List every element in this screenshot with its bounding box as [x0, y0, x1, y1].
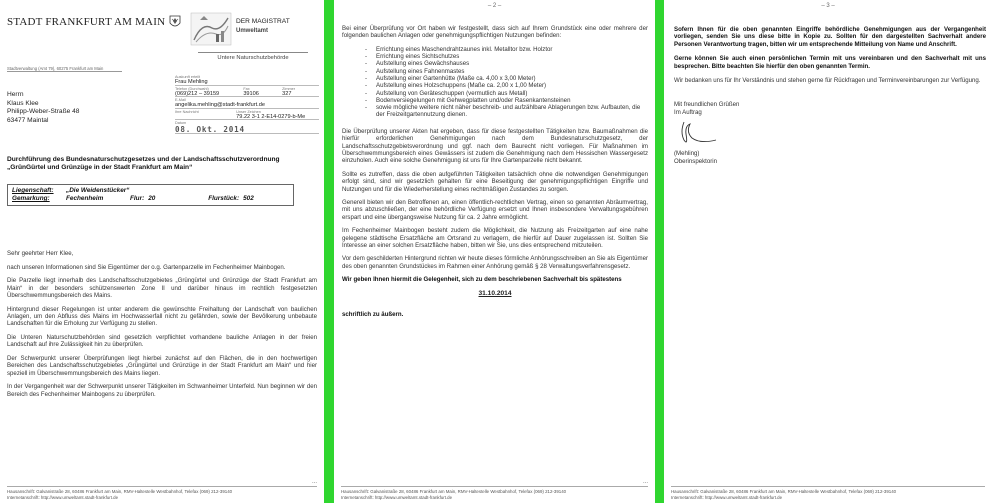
footer-website: Internetanschrift: http://www.umweltamt.stadt-frankfurt.de: [341, 494, 453, 500]
letter-subject: Durchführung des Bundesnaturschutzgesetzes und der Landschaftsschutzverordnung „GrünGürtel und Grünzüge in der Stadt Frankfurt am Main“: [7, 156, 280, 171]
fax-number: 39106: [243, 90, 259, 97]
paragraph: Hintergrund dieser Regelungen ist unter anderem die gewünschte Freihaltung der Landschaft von baulichen Anlagen, um den Abfluss des Mains im Hochwasserfall nicht zu gefährden, sowie der Bevölkerung unbebaute Landschaften für die Erholung zur Verfügung zu stellen.: [7, 305, 317, 328]
list-item: - Errichtung eines Sichtschutzes: [365, 53, 648, 60]
paragraph: Wir bedanken uns für Ihr Verständnis und stehen gerne für Rückfragen und Terminvereinbarungen zur Verfügung.: [674, 77, 981, 85]
info-label: Auskunft erteilt: [175, 75, 201, 79]
signer-title: Oberinspektorin: [674, 157, 718, 165]
property-box: [7, 184, 294, 206]
list-item: - Aufstellung eines Gewächshauses: [365, 60, 648, 67]
signature-icon: [676, 118, 722, 150]
page-footer: [671, 486, 985, 500]
eagle-crest-icon: [168, 14, 182, 30]
list-item: - Aufstellung von Geräteschuppen (vermutlich aus Metall): [365, 90, 648, 97]
info-row-reference: [175, 109, 319, 121]
property-row: [12, 187, 289, 195]
footer-address: Hausanschrift: Galvanistraße 28, 60486 Frankfurt am Main, RMV-Haltestelle Westbahnhof, Telefax (069) 212-39140: [341, 489, 567, 495]
footer-address: Hausanschrift: Galvanistraße 28, 60486 Frankfurt am Main, RMV-Haltestelle Westbahnhof, Telefax (069) 212-39140: [671, 489, 897, 495]
findings-list: [365, 46, 648, 119]
city-skyline-icon: [190, 12, 232, 46]
paragraph: Im Fechenheimer Mainbogen besteht zudem die Möglichkeit, die Nutzung als Freizeitgarten auf eine nahe gelegene städtische Ersatzfläche am Ortsrand zu verlagern, die hierfür auf Dauer zugelassen ist. Sollten Sie Interesse an einer solchen Ersatzfläche haben, bitten wir Sie, uns dies entsprechend mitzuteilen.: [342, 227, 648, 250]
paragraph: In der Vergangenheit war der Schwerpunkt unserer Tätigkeiten im Schwanheimer Unterfeld. Nun beginnen wir den Bereich des Fechenheimer Mainbogens zu überprüfen.: [7, 383, 317, 398]
info-box: [175, 74, 319, 134]
info-label: Fax: [243, 86, 250, 91]
letter-body: [342, 25, 648, 324]
page-footer: [7, 479, 317, 500]
city-logo: [7, 14, 182, 30]
paragraph: Sollte es zutreffen, dass die oben aufgeführten Tätigkeiten tatsächlich ohne die notwendigen Genehmigungen erfolgt sind, sind wir gesetzlich gehalten für eine Beseitigung der genehmigungspflichtigen Eingriffe und Nutzungen und für die Wiederherstellung eines rechtmäßigen Zustandes zu sorgen.: [342, 170, 648, 193]
continuation-dots: ...: [642, 479, 648, 486]
flurstueck-value: 502: [243, 195, 254, 203]
gemarkung-row: [12, 195, 289, 203]
bold-closing: schriftlich zu äußern.: [342, 310, 404, 318]
recipient-address: [7, 91, 79, 125]
city-logo-text: STADT FRANKFURT AM MAIN: [7, 16, 166, 28]
info-row-phone: [175, 86, 319, 98]
flur-value: 20: [148, 195, 156, 203]
info-label: Zimmer: [282, 86, 296, 91]
list-item: - Aufstellung einer Gartenhütte (Maße ca. 4,00 x 3,00 Meter): [365, 75, 648, 82]
paragraph: Die Unteren Naturschutzbehörden sind gesetzlich verpflichtet vorhandene bauliche Anlagen in der freien Landschaft auf ihre Zulässigkeit hin zu überprüfen.: [7, 334, 317, 349]
gemarkung-label: Gemarkung:: [12, 195, 50, 203]
letter-body: [7, 250, 317, 404]
flur-label: Flur:: [130, 195, 145, 203]
property-label: Liegenschaft:: [12, 187, 54, 194]
letter-page-3: [664, 0, 992, 503]
bold-request: Wir geben Ihnen hiermit die Gelegenheit, sich zu dem beschriebenen Sachverhalt bis spätestens: [342, 276, 622, 284]
date-stamp: 08. Okt. 2014: [175, 125, 245, 134]
address-line: Philipp-Weber-Straße 48: [7, 108, 80, 116]
paragraph: Vor dem geschilderten Hintergrund richten wir heute dieses förmliche Anhörungsschreiben an Sie als Eigentümer des oben genannten Grundstückes im Rahmen einer Anhörung gemäß § 28 Verwaltungsverfahrensgesetz.: [342, 255, 648, 270]
address-line: 63477 Maintal: [7, 116, 49, 124]
email-address: angelika.mehling@stadt-frankfurt.de: [175, 102, 265, 108]
letter-page-1: [0, 0, 324, 503]
paragraph: nach unseren Informationen sind Sie Eigentümer der o.g. Gartenparzelle im Fechenheimer Mainbogen.: [7, 263, 286, 271]
page-number: – 3 –: [821, 3, 835, 9]
deadline-date: 31.10.2014: [478, 289, 512, 297]
address-line: Klaus Klee: [7, 99, 39, 107]
page-number: – 2 –: [487, 3, 502, 9]
footer-website: Internetanschrift: http://www.umweltamt.stadt-frankfurt.de: [671, 494, 783, 500]
on-behalf: Im Auftrag: [674, 108, 702, 116]
info-row-email: [175, 97, 319, 109]
list-item: - Aufstellung eines Fahnenmastes: [365, 68, 648, 75]
sender-line: Stadtverwaltung (Amt 79), 60275 Frankfurt am Main: [7, 66, 122, 72]
salutation: Sehr geehrter Herr Klee,: [7, 250, 74, 257]
info-label: Datum: [175, 121, 187, 125]
contact-person: Frau Mehling: [175, 79, 208, 85]
info-label: Unser Zeichen: [236, 109, 261, 114]
letter-page-2: [334, 0, 655, 503]
info-row-date: [175, 120, 319, 134]
bold-paragraph: Sofern Ihnen für die oben genannten Eingriffe behördliche Genehmigungen aus der Vergangenheit vorliegen, senden Sie uns diese bitte in Kopie zu. Sollten für den dargestellten Sachverhalt andere Personen Verantwortung tragen, bitten wir um entsprechende Mitteilung von Name und Anschrift.: [674, 26, 986, 48]
room-number: 327: [282, 90, 292, 97]
continuation-dots: ...: [311, 479, 317, 486]
greeting: Mit freundlichen Grüßen: [674, 101, 740, 109]
info-label: E-Mail: [175, 98, 186, 102]
paragraph: Bei einer Überprüfung vor Ort haben wir festgestellt, dass sich auf Ihrem Grundstück eine oder mehrere der folgenden baulichen Anlagen oder genehmigungspflichtigen Nutzungen befinden:: [342, 25, 648, 40]
signer-name: (Mehling): [674, 150, 700, 158]
paragraph: Generell bieten wir den Betroffenen an, einen öffentlich-rechtlichen Vertrag, einen so genannten Abräumvertrag, mit uns abzuschließen, der eine behördliche Verfügung ersetzt und Ihnen insbesondere Verwaltungsgebühren erspart und eine übergangsweise Nutzung für ca. 2 Jahre ermöglicht.: [342, 199, 648, 221]
bold-paragraph: Gerne können Sie auch einen persönlichen Termin mit uns vereinbaren und den Sachverhalt mit uns besprechen. Bitte beachten Sie hierfür den oben genannten Termin.: [674, 55, 986, 70]
list-item: - Aufstellung eines Holzschuppens (Maße ca. 2,00 x 1,00 Meter): [365, 82, 648, 89]
property-value: „Die Weidenstücker“: [66, 187, 130, 194]
info-row-contact: [175, 74, 319, 86]
phone-number: (069)212 – 39159: [175, 90, 220, 97]
our-reference: 79.22 3-1 2-E14-0279-b-Me: [236, 113, 306, 120]
letter-body: [674, 26, 986, 165]
paragraph: Die Überprüfung unserer Akten hat ergeben, dass für diese festgestellten Tätigkeiten bzw. Baumaßnahmen die hierfür erforderlichen Genehmigungen nach dem Bundesnaturschutzgesetz, der Landschaftsschutzgebietsverordnung und ggf. nach dem Baurecht nicht vorliegen. Für Maßnahmen im Überschwemmungsbereich eines Gewässers ist zudem die Genehmigung nach dem Hessischen Wassergesetz einzuholen. Auch eine solche Genehmigung ist uns für Ihre Gartenparzelle nicht bekannt.: [342, 127, 648, 165]
magistrat-dept: Umweltamt: [236, 28, 269, 34]
info-label: Ihre Nachricht: [175, 109, 199, 114]
info-label: Telefon (Durchwahl): [175, 86, 209, 91]
sub-dept: Untere Naturschutzbehörde: [198, 52, 308, 61]
flurstueck-label: Flurstück:: [208, 195, 240, 203]
page-footer: [341, 479, 648, 500]
list-item: - Bodenversiegelungen mit Gehwegplatten und/oder Rasenkantensteinen: [365, 97, 648, 104]
address-line: Herrn: [7, 91, 24, 98]
list-item: - Errichtung eines Maschendrahtzaunes inkl. Metalltor bzw. Holztor: [365, 46, 648, 53]
magistrat-title: DER MAGISTRAT: [236, 18, 290, 25]
footer-address: Hausanschrift: Galvanistraße 28, 60486 Frankfurt am Main, RMV-Haltestelle Westbahnhof, Telefax (069) 212-39140: [7, 489, 233, 495]
gemarkung-value: Fechenheim: [66, 195, 104, 203]
paragraph: Die Parzelle liegt innerhalb des Landschaftsschutzgebietes „Grüngürtel und Grünzüge der Stadt Frankfurt am Main“ in der besonders schützenswerten Zone II und darüber hinaus im rechtlich festgesetzten Überschwemmungsbereich des Mains.: [7, 277, 317, 299]
list-item: - sowie mögliche weitere nicht näher beschreib- und aufzählbare Ablagerungen bzw. Aufbauten, die der Freizeitgartennutzung dienen.: [365, 104, 648, 119]
footer-website: Internetanschrift: http://www.umweltamt.stadt-frankfurt.de: [7, 494, 119, 500]
paragraph: Der Schwerpunkt unserer Überprüfungen liegt hierbei zunächst auf den Flächen, die in den hochwertigen Bereichen des Landschaftsschutzgebietes „Grüngürtel und Grünzüge in der Stadt Frankfurt am Main“ und hier speziell im Überschwemmungsbereich des Mains liegen.: [7, 355, 317, 377]
